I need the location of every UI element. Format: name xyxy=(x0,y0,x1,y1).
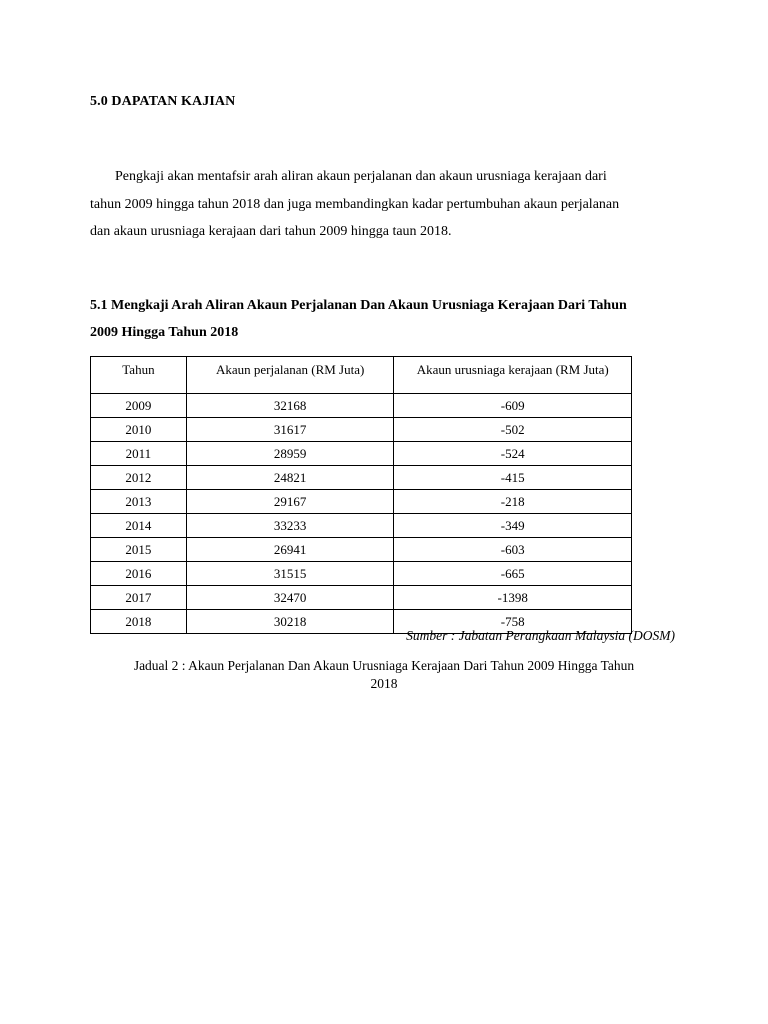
cell-travel-account: 31515 xyxy=(186,562,394,586)
cell-year: 2014 xyxy=(91,514,187,538)
cell-travel-account: 32470 xyxy=(186,586,394,610)
table-caption xyxy=(90,657,678,693)
cell-government-account: -218 xyxy=(394,490,632,514)
cell-travel-account: 28959 xyxy=(186,442,394,466)
cell-year: 2010 xyxy=(91,418,187,442)
cell-government-account: -665 xyxy=(394,562,632,586)
caption-line: 2018 xyxy=(370,676,398,691)
cell-travel-account: 29167 xyxy=(186,490,394,514)
cell-travel-account: 33233 xyxy=(186,514,394,538)
subsection-heading xyxy=(90,292,690,346)
cell-travel-account: 32168 xyxy=(186,394,394,418)
table-row xyxy=(91,418,632,442)
cell-travel-account: 30218 xyxy=(186,610,394,634)
cell-government-account: -609 xyxy=(394,394,632,418)
table-row xyxy=(91,538,632,562)
cell-year: 2018 xyxy=(91,610,187,634)
cell-travel-account: 26941 xyxy=(186,538,394,562)
cell-year: 2013 xyxy=(91,490,187,514)
cell-year: 2011 xyxy=(91,442,187,466)
cell-government-account: -349 xyxy=(394,514,632,538)
table-row xyxy=(91,586,632,610)
table-source: Sumber : Jabatan Perangkaan Malaysia (DOSM) xyxy=(406,628,675,643)
cell-year: 2012 xyxy=(91,466,187,490)
cell-government-account: -502 xyxy=(394,418,632,442)
cell-year: 2016 xyxy=(91,562,187,586)
section-heading: 5.0 DAPATAN KAJIAN xyxy=(90,94,236,109)
intro-paragraph xyxy=(90,163,670,246)
cell-government-account: -603 xyxy=(394,538,632,562)
table-row xyxy=(91,562,632,586)
data-table xyxy=(90,356,632,634)
table-header-row xyxy=(91,357,632,394)
column-header-government-account: Akaun urusniaga kerajaan (RM Juta) xyxy=(394,357,632,394)
table-body xyxy=(91,394,632,634)
paragraph-line: Pengkaji akan mentafsir arah aliran akaun perjalanan dan akaun urusniaga kerajaan dari xyxy=(115,169,607,184)
cell-travel-account: 31617 xyxy=(186,418,394,442)
cell-year: 2017 xyxy=(91,586,187,610)
column-header-year: Tahun xyxy=(91,357,187,394)
table-row xyxy=(91,394,632,418)
cell-government-account: -758 xyxy=(394,610,632,634)
cell-year: 2009 xyxy=(91,394,187,418)
cell-year: 2015 xyxy=(91,538,187,562)
cell-government-account: -1398 xyxy=(394,586,632,610)
table-row xyxy=(91,514,632,538)
cell-government-account: -415 xyxy=(394,466,632,490)
table-row xyxy=(91,466,632,490)
table-row xyxy=(91,490,632,514)
caption-line: Jadual 2 : Akaun Perjalanan Dan Akaun Urusniaga Kerajaan Dari Tahun 2009 Hingga Tahun xyxy=(133,658,635,673)
subsection-heading-line: 2009 Hingga Tahun 2018 xyxy=(90,325,239,340)
cell-travel-account: 24821 xyxy=(186,466,394,490)
paragraph-line: tahun 2009 hingga tahun 2018 dan juga membandingkan kadar pertumbuhan akaun perjalanan xyxy=(90,196,620,212)
table-row xyxy=(91,442,632,466)
cell-government-account: -524 xyxy=(394,442,632,466)
column-header-travel-account: Akaun perjalanan (RM Juta) xyxy=(186,357,394,394)
paragraph-line: dan akaun urusniaga kerajaan dari tahun 2009 hingga taun 2018. xyxy=(90,224,452,239)
subsection-heading-line: 5.1 Mengkaji Arah Aliran Akaun Perjalanan Dan Akaun Urusniaga Kerajaan Dari Tahun xyxy=(90,298,627,313)
